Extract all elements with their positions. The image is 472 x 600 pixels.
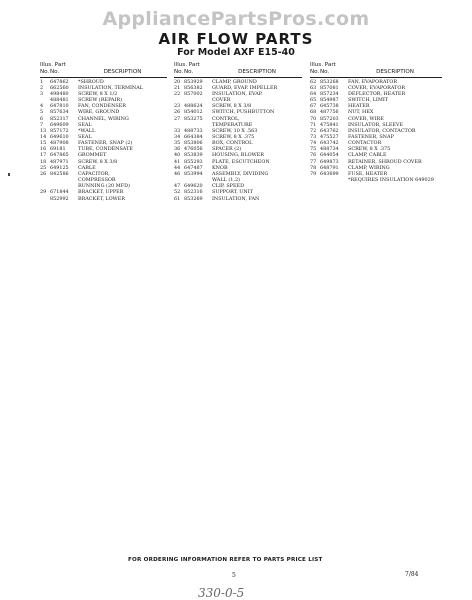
part-row	[40, 196, 167, 202]
column-header	[310, 62, 442, 76]
illus-number: 78	[310, 164, 317, 171]
illus-number: 40	[174, 152, 181, 159]
ordering-info-footer: FOR ORDERING INFORMATION REFER TO PARTS PRICE LIST	[128, 557, 323, 563]
page-subtitle: For Model AXF E15-40	[177, 47, 295, 58]
part-description: INSULATION, FAN	[212, 195, 260, 202]
parts-list	[40, 79, 167, 202]
part-description: *WALL	[78, 127, 96, 134]
part-description: CLAMP, WIRING	[348, 164, 390, 171]
part-description: SEAL	[78, 121, 92, 128]
illus-number: 17	[40, 152, 47, 159]
header-description: DESCRIPTION	[103, 68, 142, 75]
part-number: 487971	[50, 158, 69, 165]
part-description: INSULATOR, CONTACTOR	[348, 127, 416, 134]
illus-number: 64	[310, 90, 317, 97]
illus-number: 20	[174, 78, 181, 85]
part-number: 498480	[50, 90, 69, 97]
part-description: WALL (1,2)	[212, 177, 240, 184]
part-description: BOX, CONTROL	[212, 140, 253, 147]
header-description: DESCRIPTION	[238, 68, 276, 75]
parts-list	[174, 79, 302, 202]
illus-number: 63	[310, 84, 317, 91]
header-part-no: No.	[320, 68, 330, 75]
illus-number: 47	[174, 183, 181, 190]
part-description: GROMMET	[78, 152, 107, 159]
header-part-no: No.	[50, 68, 60, 75]
part-description: COVER, WIRE	[348, 115, 384, 122]
illus-number: 14	[40, 134, 47, 140]
part-number: 853275	[184, 115, 203, 122]
parts-column-1	[40, 62, 167, 202]
illus-number: 41	[174, 158, 181, 165]
part-description: SCREW, 8 X 3/8	[212, 103, 252, 110]
header-description: DESCRIPTION	[376, 68, 414, 75]
part-number: 853839	[184, 152, 203, 159]
part-description: CLIP, SPEED	[212, 183, 245, 190]
part-description: FASTENER, SNAP (2)	[78, 140, 133, 147]
header-illus-no: No.	[40, 68, 50, 75]
part-description: SUPPORT, UNIT	[212, 189, 253, 196]
illus-number: 75	[310, 146, 317, 153]
header-divider	[40, 77, 167, 78]
scan-speck	[8, 173, 10, 176]
part-number: 649609	[50, 121, 69, 128]
illus-number: 29	[40, 189, 47, 196]
header-illus-no: No.	[174, 68, 184, 75]
part-number: 853269	[184, 195, 203, 202]
part-description: BRACKET, UPPER	[78, 189, 124, 196]
part-description: ASSEMBLY, DIVIDING	[212, 170, 269, 177]
part-number: 488734	[320, 146, 339, 153]
header-illus: Illus. Part	[174, 62, 200, 68]
part-number: 475527	[320, 134, 339, 140]
part-description: SWITCH, LIMIT	[348, 97, 389, 104]
part-description: CONTACTOR	[348, 140, 382, 147]
part-description: COMPRESSOR	[78, 177, 116, 184]
part-number: 643699	[320, 170, 339, 177]
part-number: 852316	[184, 189, 203, 196]
part-number: 842586	[50, 170, 69, 177]
part-description: INSULATION, EVAP.	[212, 90, 263, 97]
part-description: GUARD, EVAP. IMPELLER	[212, 84, 278, 91]
illus-number: 34	[174, 134, 181, 140]
illus-number: 68	[310, 109, 317, 116]
illus-number: 33	[174, 127, 181, 134]
part-description: SCREW, 8 X 1/2	[78, 90, 118, 97]
illus-number: 61	[174, 195, 181, 202]
part-number: 855293	[184, 158, 203, 165]
part-number: 644054	[320, 152, 339, 159]
header-illus: Illus. Part	[310, 62, 336, 68]
illus-number: 26	[174, 109, 181, 116]
part-number: 647487	[184, 164, 203, 171]
illus-number: 15	[40, 140, 47, 147]
part-number: 649125	[50, 164, 69, 171]
part-description: PLATE, ESCUTCHEON	[212, 158, 270, 165]
illus-number: 22	[174, 90, 181, 97]
part-description: WIRE, GROUND	[78, 109, 120, 116]
part-number: 857634	[50, 109, 69, 116]
part-description: SCREW, 10 X .563	[212, 127, 258, 134]
part-number: 487756	[320, 109, 339, 116]
illus-number: 67	[310, 103, 317, 110]
part-number: 856382	[184, 84, 203, 91]
part-description: COVER, EVAPORATOR	[348, 84, 406, 91]
illus-number: 5	[40, 109, 44, 116]
part-description: SPACER (2)	[212, 146, 242, 153]
part-number: 643742	[320, 140, 339, 147]
part-description: CONTROL,	[212, 115, 240, 122]
part-description: COVER	[212, 97, 231, 104]
part-number: 475841	[320, 121, 339, 128]
part-number: 664384	[184, 134, 203, 140]
header-part-no: No.	[184, 68, 194, 75]
part-number: 671844	[50, 189, 69, 196]
illus-number: 18	[40, 158, 47, 165]
illus-number: 23	[174, 103, 181, 110]
handwritten-note: 330-0-5	[198, 586, 245, 600]
part-number: 476056	[184, 146, 203, 153]
part-number: 857172	[50, 127, 69, 134]
part-description: SWITCH, PUSHBUTTON	[212, 109, 275, 116]
illus-number: 46	[174, 170, 181, 177]
part-number: 648791	[320, 164, 339, 171]
illus-number: 72	[310, 127, 317, 134]
part-number: 852317	[50, 115, 69, 122]
part-number: 853268	[320, 78, 339, 85]
part-description: FAN, CONDENSER	[78, 103, 126, 110]
part-number: 853994	[184, 170, 203, 177]
part-description: FUSE, HEATER	[348, 170, 388, 177]
part-description: SCREW (REPAIR)	[78, 97, 122, 104]
part-description: SEAL	[78, 134, 92, 140]
illus-number: 16	[40, 146, 47, 153]
part-description: INSULATION, TERMINAL	[78, 84, 143, 91]
part-description: SCREW, 8 X .375	[212, 134, 255, 140]
part-number: 645738	[320, 103, 339, 110]
illus-number: 71	[310, 121, 317, 128]
part-description: HOUSING, BLOWER	[212, 152, 264, 159]
illus-number: 27	[174, 115, 181, 122]
illus-number: 79	[310, 170, 317, 177]
part-row	[174, 196, 302, 202]
part-number: 857203	[320, 115, 339, 122]
header-illus: Illus. Part	[40, 62, 66, 68]
insulation-footnote: *REQUIRES INSULATION 649029	[348, 177, 434, 184]
part-description: RETAINER, SHROUD COVER	[348, 158, 422, 165]
part-number: 643762	[320, 127, 339, 134]
part-number: 649610	[50, 134, 69, 140]
illus-number: 74	[310, 140, 317, 147]
illus-number: 13	[40, 127, 47, 134]
part-description: SCREW, 8 X 3/8	[78, 158, 118, 165]
illus-number: 25	[40, 164, 47, 171]
illus-number: 21	[174, 84, 181, 91]
part-description: CLAMP, GROUND	[212, 78, 257, 85]
part-number: 487908	[50, 140, 69, 147]
part-description: INSULATOR, SLEEVE	[348, 121, 404, 128]
illus-number: 73	[310, 134, 317, 140]
column-header	[174, 62, 302, 76]
illus-number: 52	[174, 189, 181, 196]
illus-number: 70	[310, 115, 317, 122]
part-description: HEATER	[348, 103, 370, 110]
parts-column-2	[174, 62, 302, 202]
part-description: CAPACITOR,	[78, 170, 110, 177]
illus-number: 6	[40, 115, 44, 122]
illus-number: 77	[310, 158, 317, 165]
part-number: 857081	[320, 84, 339, 91]
document-code: 7/84	[405, 571, 419, 578]
part-number: 853929	[184, 78, 203, 85]
column-header	[40, 62, 167, 76]
header-divider	[310, 77, 442, 78]
illus-number	[40, 196, 50, 202]
parts-list	[310, 79, 442, 178]
part-number: 662560	[50, 84, 69, 91]
part-number: 857234	[320, 90, 339, 97]
part-number: 647810	[50, 103, 69, 110]
part-description: DEFLECTOR, HEATER	[348, 90, 406, 97]
part-number: 857002	[184, 90, 203, 97]
part-description: FAN, EVAPORATOR	[348, 78, 398, 85]
part-description: SCREW, 8 X .375	[348, 146, 391, 153]
header-divider	[174, 77, 302, 78]
part-number: 853806	[184, 140, 203, 147]
part-description: *SHROUD	[78, 78, 104, 85]
illus-number: 44	[174, 164, 181, 171]
part-number: 647865	[50, 152, 69, 159]
parts-column-3	[310, 62, 442, 183]
part-description: TUBE, CONDENSATE	[78, 146, 133, 153]
part-number: 649873	[320, 158, 339, 165]
illus-number: 3	[40, 90, 44, 97]
part-description: BRACKET, LOWER	[78, 195, 125, 202]
illus-number: 36	[174, 146, 181, 153]
part-description: KNOB	[212, 164, 228, 171]
part-number: 649620	[184, 183, 203, 190]
illus-number: 26	[40, 170, 47, 177]
part-description: TEMPERATURE	[212, 121, 253, 128]
part-number: 852992	[50, 195, 69, 202]
page-title: AIR FLOW PARTS	[158, 30, 314, 48]
part-number: 488733	[184, 127, 203, 134]
illus-number: 7	[40, 121, 44, 128]
part-number: 854012	[184, 109, 203, 116]
illus-number: 2	[40, 84, 44, 91]
part-description: NUT, HEX	[348, 109, 374, 116]
illus-number: 65	[310, 97, 317, 104]
watermark: AppliancePartsPros.com	[102, 8, 370, 30]
part-description: CABLE	[78, 164, 96, 171]
part-description: CHANNEL, WIRING	[78, 115, 129, 122]
part-number: 647862	[50, 78, 69, 85]
page-number: 5	[232, 572, 236, 579]
illus-number: 62	[310, 78, 317, 85]
part-number: 488481	[50, 97, 69, 104]
illus-number: 4	[40, 103, 44, 110]
part-description: RUNNING (20 MFD)	[78, 183, 130, 190]
part-number: 69181	[50, 146, 66, 153]
part-description: FASTENER, SNAP	[348, 134, 394, 140]
illus-number: 35	[174, 140, 181, 147]
illus-number: 76	[310, 152, 317, 159]
part-number: 854987	[320, 97, 339, 104]
header-illus-no: No.	[310, 68, 320, 75]
part-number: 488624	[184, 103, 203, 110]
part-description: CLAMP, CABLE	[348, 152, 387, 159]
illus-number: 1	[40, 78, 44, 85]
